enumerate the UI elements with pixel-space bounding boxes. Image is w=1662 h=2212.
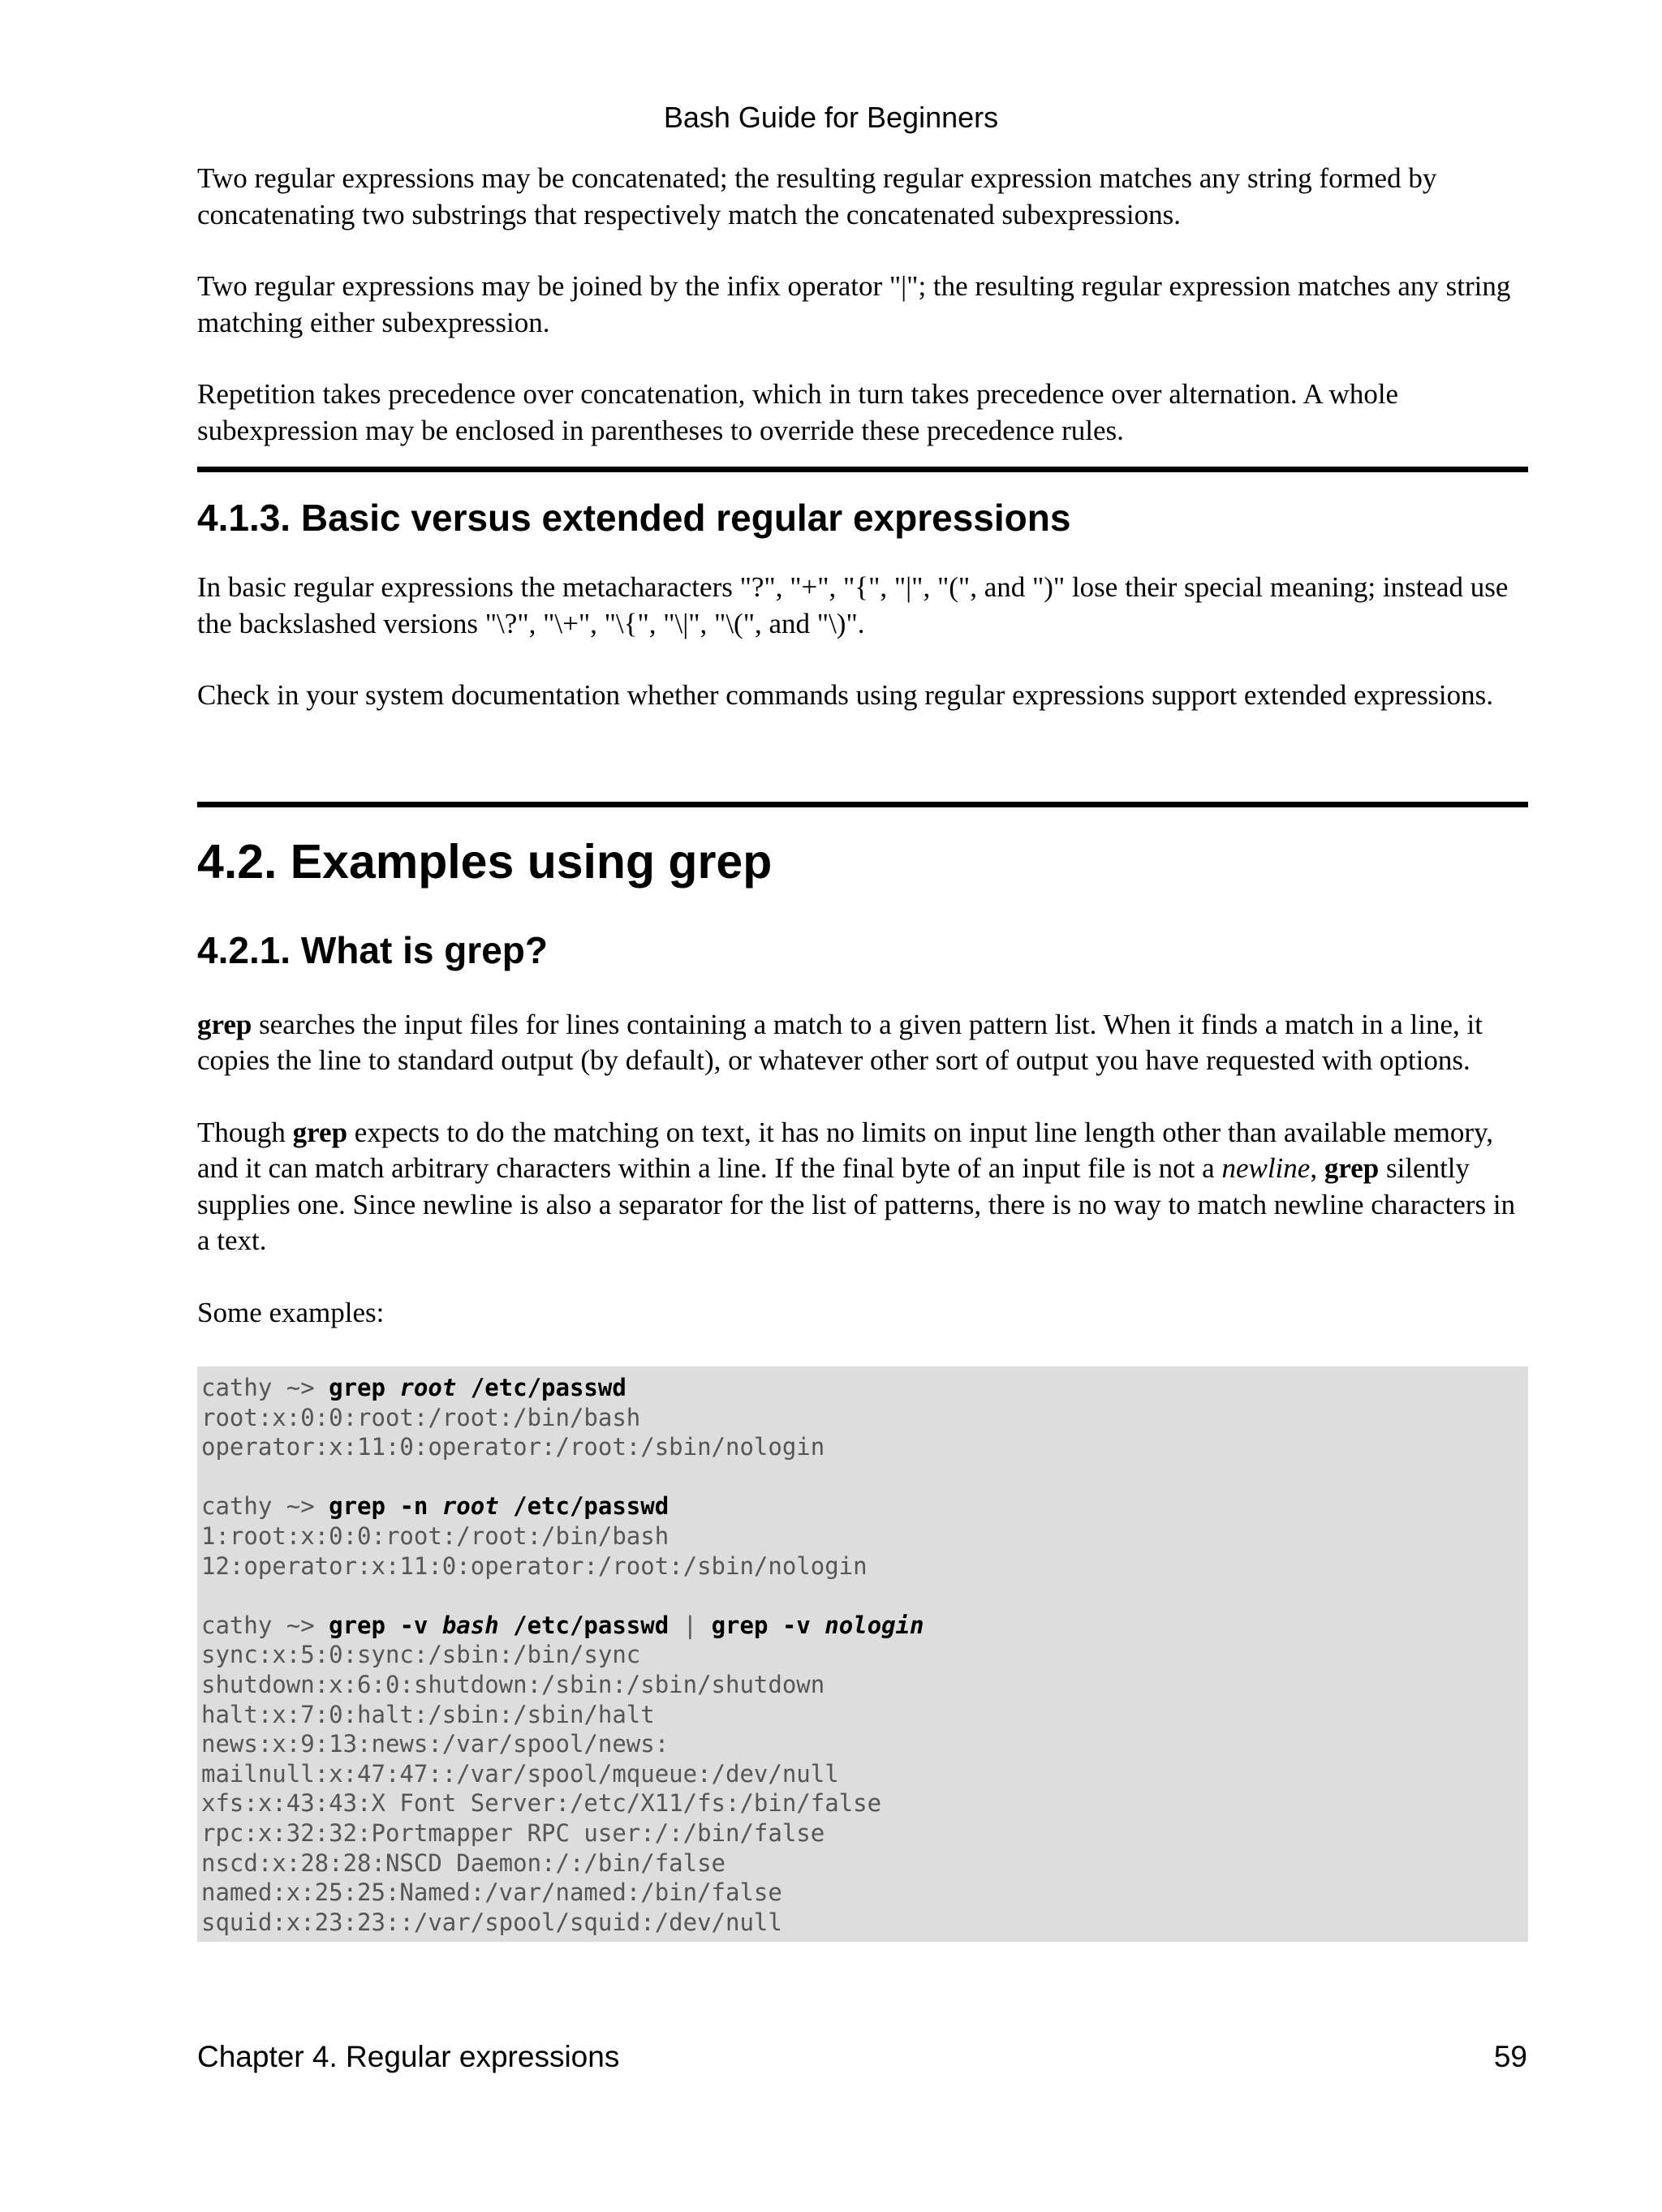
- paragraph-precedence: Repetition takes precedence over concatenation, which in turn takes precedence over alternation. A whole subexpression may be enclosed in parentheses to override these precedence rules.: [197, 378, 1399, 446]
- footer-chapter-title: Chapter 4. Regular expressions: [197, 2040, 620, 2073]
- section-divider: [197, 467, 1528, 472]
- output-line: operator:x:11:0:operator:/root:/sbin/nologin: [201, 1433, 825, 1461]
- output-line: halt:x:7:0:halt:/sbin:/sbin/halt: [201, 1700, 655, 1728]
- paragraph-concatenation: Two regular expressions may be concatenated; the resulting regular expression matches any string formed by concatenating two substrings that respectively match the concatenated subexpressions.: [197, 162, 1437, 230]
- command: grep -v: [711, 1611, 825, 1639]
- output-line: news:x:9:13:news:/var/spool/news:: [201, 1730, 670, 1758]
- pipe-symbol: |: [669, 1611, 712, 1639]
- emphasis: newline: [1221, 1152, 1311, 1184]
- output-line: nscd:x:28:28:NSCD Daemon:/:/bin/false: [201, 1848, 726, 1877]
- argument: nologin: [825, 1611, 924, 1639]
- command-name: grep: [197, 1008, 252, 1040]
- prompt: cathy ~>: [201, 1374, 329, 1401]
- terminal-screen-example: [197, 1366, 1528, 1942]
- output-line: 1:root:x:0:0:root:/root:/bin/bash: [201, 1521, 670, 1550]
- paragraph-grep-limits: [197, 1115, 1528, 1259]
- command: /etc/passwd: [498, 1611, 670, 1639]
- text-run: expects to do the matching on text, it has no limits on input line length other than available memory, and it can match arbitrary characters within a line. If the final byte of an input file is not a: [197, 1116, 1494, 1184]
- paragraph-some-examples: Some examples:: [197, 1296, 385, 1328]
- output-line: root:x:0:0:root:/root:/bin/bash: [201, 1403, 641, 1431]
- text-run: Though: [197, 1116, 293, 1148]
- command-line: [201, 1373, 1524, 1403]
- output-line: 12:operator:x:11:0:operator:/root:/sbin/nologin: [201, 1551, 868, 1580]
- blank-line: [201, 1462, 1524, 1492]
- paragraph-basic-metacharacters: In basic regular expressions the metacharacters "?", "+", "{", "|", "(", and ")" lose their special meaning; instead use the backslashed versions "\?", "\+", "\{", "\|", "\(", and "\)".: [197, 571, 1509, 639]
- output-line: mailnull:x:47:47::/var/spool/mqueue:/dev/null: [201, 1759, 839, 1788]
- output-line: named:x:25:25:Named:/var/named:/bin/false: [201, 1878, 782, 1907]
- argument: root: [441, 1492, 499, 1521]
- command-line: [201, 1611, 1524, 1641]
- prompt: cathy ~>: [201, 1492, 329, 1521]
- page-header: Bash Guide for Beginners: [663, 101, 999, 134]
- text-run: searches the input files for lines containing a match to a given pattern list. When it finds a match in a line, it copies the line to standard output (by default), or whatever other sort of output you have requested with options.: [197, 1008, 1483, 1076]
- paragraph-check-documentation: Check in your system documentation whether commands using regular expressions support extended expressions.: [197, 679, 1494, 711]
- argument: bash: [441, 1611, 499, 1639]
- footer-page-number: 59: [1493, 2040, 1527, 2073]
- command: grep: [329, 1374, 400, 1401]
- section-heading-4-1-3: 4.1.3. Basic versus extended regular expressions: [197, 497, 1071, 539]
- blank-line: [201, 1581, 1524, 1611]
- paragraph-alternation: Two regular expressions may be joined by the infix operator "|"; the resulting regular expression matches any string matching either subexpression.: [197, 270, 1511, 338]
- output-line: shutdown:x:6:0:shutdown:/sbin:/sbin/shutdown: [201, 1670, 825, 1698]
- section-heading-4-2-1: 4.2.1. What is grep?: [197, 928, 548, 971]
- prompt: cathy ~>: [201, 1611, 329, 1639]
- output-line: squid:x:23:23::/var/spool/squid:/dev/null: [201, 1908, 782, 1936]
- command-line: [201, 1491, 1524, 1521]
- command-name: grep: [292, 1116, 348, 1148]
- command: grep -n: [329, 1492, 442, 1521]
- text-run: silently supplies one. Since newline is also a separator for the list of patterns, there is no way to match newline characters in a text.: [197, 1152, 1516, 1256]
- paragraph-grep-description: [197, 1007, 1528, 1079]
- command: /etc/passwd: [456, 1374, 626, 1401]
- text-run: ,: [1310, 1152, 1324, 1184]
- output-line: rpc:x:32:32:Portmapper RPC user:/:/bin/false: [201, 1818, 825, 1847]
- section-heading-4-2: 4.2. Examples using grep: [197, 834, 773, 889]
- output-line: xfs:x:43:43:X Font Server:/etc/X11/fs:/bin/false: [201, 1789, 882, 1818]
- argument: root: [399, 1374, 457, 1401]
- output-line: sync:x:5:0:sync:/sbin:/bin/sync: [201, 1641, 641, 1669]
- command: grep -v: [329, 1611, 442, 1639]
- chapter-section-divider: [197, 802, 1528, 807]
- command: /etc/passwd: [498, 1492, 670, 1521]
- command-name: grep: [1324, 1152, 1380, 1184]
- page-content: [197, 161, 1528, 1942]
